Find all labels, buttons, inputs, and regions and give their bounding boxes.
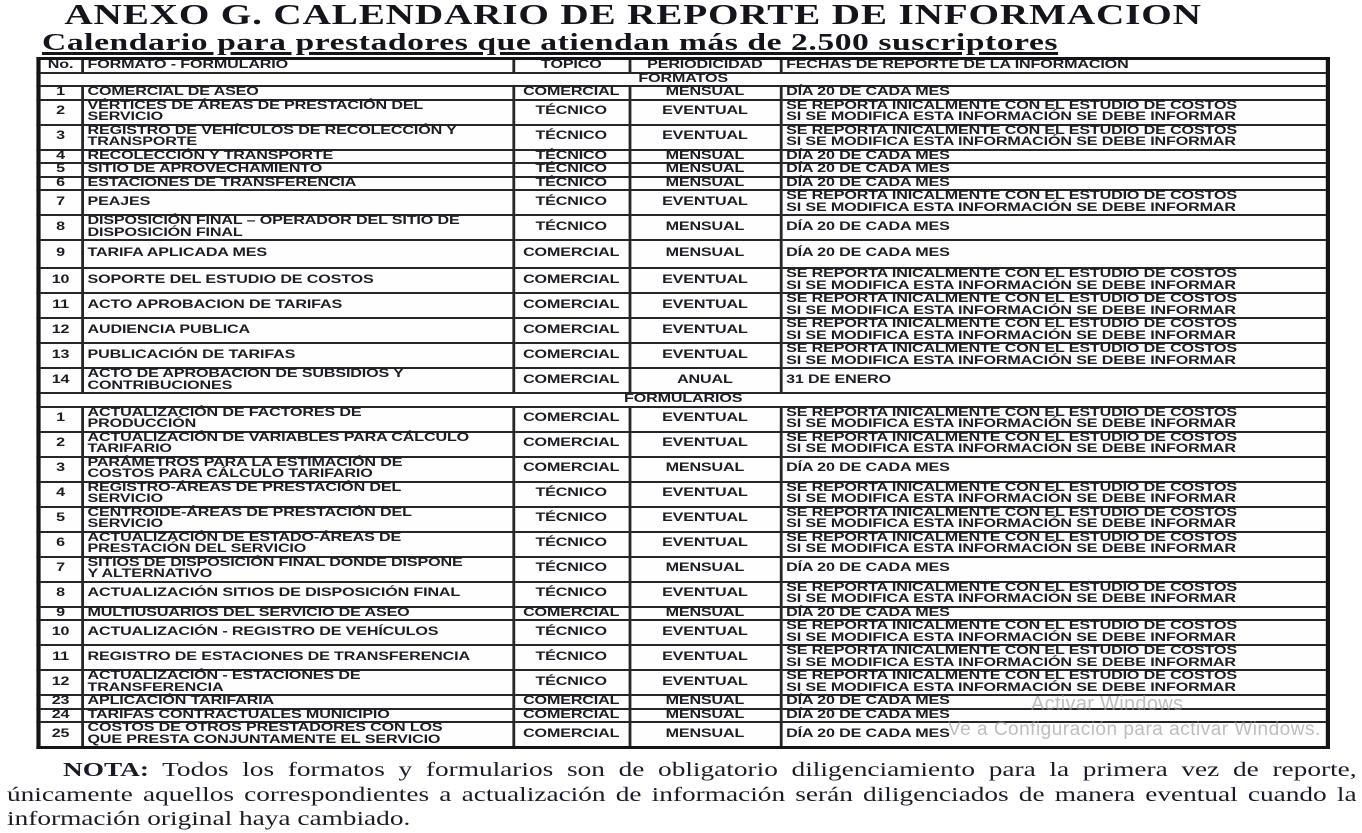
table-row [39, 293, 1328, 318]
table-row [39, 709, 1328, 723]
cell-fechas: DÍA 20 DE CADA MES [781, 240, 1328, 268]
cell-periodicidad: MENSUAL [629, 607, 780, 621]
cell-periodicidad: MENSUAL [629, 215, 780, 240]
cell-formato: ACTUALIZACIÓN - ESTACIONES DE TRANSFERENCIA [82, 670, 513, 695]
cell-formato: RECOLECCIÓN Y TRANSPORTE [82, 150, 513, 164]
watermark-line2: Ve a Configuración para activar Windows. [948, 719, 1321, 740]
cell-formato: ACTO APROBACION DE TARIFAS [82, 293, 513, 318]
cell-periodicidad: EVENTUAL [629, 582, 780, 607]
cell-topico: TÉCNICO [513, 620, 629, 645]
table-row [39, 215, 1328, 240]
cell-periodicidad: MENSUAL [629, 177, 780, 191]
cell-periodicidad: EVENTUAL [629, 620, 780, 645]
section-header-row [39, 393, 1328, 407]
cell-formato: PUBLICACIÓN DE TARIFAS [82, 343, 513, 368]
table-row [39, 582, 1328, 607]
cell-periodicidad: EVENTUAL [629, 268, 780, 293]
cell-fechas: SE REPORTA INICALMENTE CON EL ESTUDIO DE COSTOS SI SE MODIFICA ESTA INFORMACIÓN SE DEBE INFORMAR [781, 190, 1328, 215]
table-row [39, 670, 1328, 695]
cell-periodicidad: EVENTUAL [629, 432, 780, 457]
cell-periodicidad: EVENTUAL [629, 100, 780, 125]
cell-periodicidad: EVENTUAL [629, 190, 780, 215]
header-formato: FORMATO - FORMULARIO [82, 59, 513, 73]
cell-topico: COMERCIAL [513, 86, 629, 100]
table-header-row [39, 59, 1328, 73]
table-row [39, 86, 1328, 100]
cell-periodicidad: EVENTUAL [629, 343, 780, 368]
cell-fechas: SE REPORTA INICALMENTE CON EL ESTUDIO DE COSTOS SI SE MODIFICA ESTA INFORMACIÓN SE DEBE INFORMAR [781, 343, 1328, 368]
cell-no: 3 [39, 125, 82, 150]
header-no: No. [39, 59, 82, 73]
cell-topico: TÉCNICO [513, 645, 629, 670]
cell-no: 13 [39, 343, 82, 368]
section-header-label: FORMATOS [39, 73, 1328, 87]
cell-topico: TÉCNICO [513, 125, 629, 150]
cell-no: 5 [39, 507, 82, 532]
cell-no: 2 [39, 100, 82, 125]
cell-periodicidad: MENSUAL [629, 709, 780, 723]
cell-formato: APLICACIÓN TARIFARIA [82, 695, 513, 709]
table-section [39, 393, 1328, 748]
cell-fechas: 31 DE ENERO [781, 368, 1328, 393]
cell-periodicidad: MENSUAL [629, 695, 780, 709]
cell-topico: COMERCIAL [513, 343, 629, 368]
cell-formato: REGISTRO DE VEHÍCULOS DE RECOLECCIÓN Y TRANSPORTE [82, 125, 513, 150]
cell-fechas: SE REPORTA INICALMENTE CON EL ESTUDIO DE COSTOS SI SE MODIFICA ESTA INFORMACIÓN SE DEBE INFORMAR [781, 125, 1328, 150]
cell-periodicidad: EVENTUAL [629, 645, 780, 670]
cell-periodicidad: ANUAL [629, 368, 780, 393]
cell-periodicidad: EVENTUAL [629, 532, 780, 557]
cell-formato: AUDIENCIA PUBLICA [82, 318, 513, 343]
cell-formato: SITIOS DE DISPOSICIÓN FINAL DONDE DISPONE Y ALTERNATIVO [82, 557, 513, 582]
cell-topico: TÉCNICO [513, 150, 629, 164]
table-row [39, 532, 1328, 557]
cell-formato: TARIFA APLICADA MES [82, 240, 513, 268]
cell-formato: PARÁMETROS PARA LA ESTIMACIÓN DE COSTOS PARA CÁLCULO TARIFARIO [82, 457, 513, 482]
cell-no: 6 [39, 532, 82, 557]
cell-topico: COMERCIAL [513, 318, 629, 343]
cell-topico: TÉCNICO [513, 482, 629, 507]
table-row [39, 722, 1328, 748]
cell-no: 12 [39, 670, 82, 695]
cell-formato: ACTUALIZACIÓN - REGISTRO DE VEHÍCULOS [82, 620, 513, 645]
cell-topico: COMERCIAL [513, 268, 629, 293]
cell-topico: COMERCIAL [513, 607, 629, 621]
table-row [39, 557, 1328, 582]
cell-formato: ACTUALIZACIÓN SITIOS DE DISPOSICIÓN FINAL [82, 582, 513, 607]
table-row [39, 177, 1328, 191]
cell-fechas: SE REPORTA INICALMENTE CON EL ESTUDIO DE COSTOS SI SE MODIFICA ESTA INFORMACIÓN SE DEBE INFORMAR [781, 100, 1328, 125]
table-row [39, 318, 1328, 343]
cell-formato: CENTROIDE-ÁREAS DE PRESTACIÓN DEL SERVICIO [82, 507, 513, 532]
cell-topico: TÉCNICO [513, 100, 629, 125]
cell-formato: ESTACIONES DE TRANSFERENCIA [82, 177, 513, 191]
table-row [39, 407, 1328, 432]
cell-no: 7 [39, 557, 82, 582]
cell-formato: ACTO DE APROBACION DE SUBSIDIOS Y CONTRIBUCIONES [82, 368, 513, 393]
cell-fechas: SE REPORTA INICALMENTE CON EL ESTUDIO DE COSTOS SI SE MODIFICA ESTA INFORMACIÓN SE DEBE INFORMAR [781, 268, 1328, 293]
table-row [39, 368, 1328, 393]
cell-periodicidad: MENSUAL [629, 457, 780, 482]
cell-fechas: SE REPORTA INICALMENTE CON EL ESTUDIO DE COSTOS SI SE MODIFICA ESTA INFORMACIÓN SE DEBE INFORMAR [781, 407, 1328, 432]
table-row [39, 268, 1328, 293]
cell-fechas: SE REPORTA INICALMENTE CON EL ESTUDIO DE COSTOS SI SE MODIFICA ESTA INFORMACIÓN SE DEBE INFORMAR [781, 532, 1328, 557]
cell-formato: VÉRTICES DE ÁREAS DE PRESTACIÓN DEL SERVICIO [82, 100, 513, 125]
cell-no: 10 [39, 620, 82, 645]
cell-formato: PEAJES [82, 190, 513, 215]
cell-periodicidad: MENSUAL [629, 150, 780, 164]
cell-fechas: SE REPORTA INICALMENTE CON EL ESTUDIO DE COSTOS SI SE MODIFICA ESTA INFORMACIÓN SE DEBE INFORMAR [781, 582, 1328, 607]
cell-fechas: SE REPORTA INICALMENTE CON EL ESTUDIO DE COSTOS SI SE MODIFICA ESTA INFORMACIÓN SE DEBE INFORMAR [781, 432, 1328, 457]
cell-fechas: DÍA 20 DE CADA MES [781, 457, 1328, 482]
table-row [39, 457, 1328, 482]
cell-formato: REGISTRO DE ESTACIONES DE TRANSFERENCIA [82, 645, 513, 670]
cell-fechas: SE REPORTA INICALMENTE CON EL ESTUDIO DE COSTOS SI SE MODIFICA ESTA INFORMACIÓN SE DEBE INFORMAR [781, 318, 1328, 343]
table-row [39, 507, 1328, 532]
cell-topico: TÉCNICO [513, 507, 629, 532]
cell-fechas: DÍA 20 DE CADA MES [781, 177, 1328, 191]
table-row [39, 343, 1328, 368]
cell-topico: COMERCIAL [513, 709, 629, 723]
cell-no: 4 [39, 150, 82, 164]
cell-no: 1 [39, 407, 82, 432]
cell-periodicidad: MENSUAL [629, 86, 780, 100]
table-row [39, 482, 1328, 507]
document-subtitle: Calendario para prestadores que atiendan más de 2.500 suscriptores [42, 30, 1059, 56]
cell-fechas: SE REPORTA INICALMENTE CON EL ESTUDIO DE COSTOS SI SE MODIFICA ESTA INFORMACIÓN SE DEBE INFORMAR [781, 507, 1328, 532]
cell-no: 1 [39, 86, 82, 100]
cell-topico: TÉCNICO [513, 532, 629, 557]
cell-periodicidad: MENSUAL [629, 240, 780, 268]
cell-no: 9 [39, 607, 82, 621]
cell-periodicidad: EVENTUAL [629, 125, 780, 150]
document-title: ANEXO G. CALENDARIO DE REPORTE DE INFORMACION [64, 0, 1202, 31]
table-row [39, 432, 1328, 457]
cell-periodicidad: MENSUAL [629, 557, 780, 582]
cell-fechas: DÍA 20 DE CADA MES [781, 607, 1328, 621]
cell-periodicidad: EVENTUAL [629, 507, 780, 532]
cell-topico: TÉCNICO [513, 557, 629, 582]
cell-formato: TARIFAS CONTRACTUALES MUNICIPIO [82, 709, 513, 723]
cell-formato: SITIO DE APROVECHAMIENTO [82, 163, 513, 177]
report-calendar-table [36, 57, 1330, 749]
cell-no: 6 [39, 177, 82, 191]
header-topico: TÓPICO [513, 59, 629, 73]
cell-fechas: DÍA 20 DE CADA MES [781, 709, 1328, 723]
cell-no: 25 [39, 722, 82, 748]
cell-no: 14 [39, 368, 82, 393]
cell-no: 23 [39, 695, 82, 709]
cell-topico: COMERCIAL [513, 240, 629, 268]
cell-periodicidad: EVENTUAL [629, 318, 780, 343]
table-row [39, 240, 1328, 268]
cell-formato: ACTUALIZACIÓN DE ESTADO-ÁREAS DE PRESTACIÓN DEL SERVICIO [82, 532, 513, 557]
watermark-line1: Activar Windows [1031, 693, 1184, 715]
cell-no: 11 [39, 293, 82, 318]
cell-formato: MULTIUSUARIOS DEL SERVICIO DE ASEO [82, 607, 513, 621]
cell-no: 12 [39, 318, 82, 343]
table-row [39, 190, 1328, 215]
table-row [39, 125, 1328, 150]
cell-fechas: DÍA 20 DE CADA MES [781, 86, 1328, 100]
cell-no: 8 [39, 215, 82, 240]
table-row [39, 163, 1328, 177]
cell-periodicidad: MENSUAL [629, 722, 780, 748]
cell-formato: COSTOS DE OTROS PRESTADORES CON LOS QUE PRESTA CONJUNTAMENTE EL SERVICIO [82, 722, 513, 748]
cell-formato: ACTUALIZACIÓN DE FACTORES DE PRODUCCIÓN [82, 407, 513, 432]
table-row [39, 100, 1328, 125]
table-row [39, 607, 1328, 621]
cell-periodicidad: EVENTUAL [629, 407, 780, 432]
cell-no: 7 [39, 190, 82, 215]
note-text: Todos los formatos y formularios son de obligatorio diligenciamiento para la primera vez de reporte, únicamente aquellos correspondientes a actualización de información serán diligenciados de manera eventual cuando la información original haya cambiado. [7, 760, 1357, 830]
cell-topico: COMERCIAL [513, 695, 629, 709]
cell-periodicidad: EVENTUAL [629, 293, 780, 318]
cell-no: 8 [39, 582, 82, 607]
table-row [39, 150, 1328, 164]
cell-no: 11 [39, 645, 82, 670]
cell-formato: REGISTRO-ÁREAS DE PRESTACIÓN DEL SERVICIO [82, 482, 513, 507]
cell-fechas: SE REPORTA INICALMENTE CON EL ESTUDIO DE COSTOS SI SE MODIFICA ESTA INFORMACIÓN SE DEBE INFORMAR [781, 670, 1328, 695]
cell-topico: TÉCNICO [513, 582, 629, 607]
cell-topico: TÉCNICO [513, 177, 629, 191]
table-section [39, 73, 1328, 394]
header-fechas: FECHAS DE REPORTE DE LA INFORMACIÓN [781, 59, 1328, 73]
cell-fechas: SE REPORTA INICALMENTE CON EL ESTUDIO DE COSTOS SI SE MODIFICA ESTA INFORMACIÓN SE DEBE INFORMAR [781, 482, 1328, 507]
cell-periodicidad: EVENTUAL [629, 670, 780, 695]
cell-no: 24 [39, 709, 82, 723]
cell-no: 9 [39, 240, 82, 268]
cell-formato: DISPOSICIÓN FINAL – OPERADOR DEL SITIO DE DISPOSICIÓN FINAL [82, 215, 513, 240]
note-paragraph [7, 759, 1357, 833]
note-label: NOTA: [63, 760, 149, 781]
table-row [39, 645, 1328, 670]
cell-fechas: DÍA 20 DE CADA MES [781, 557, 1328, 582]
section-header-row [39, 73, 1328, 87]
table-row [39, 620, 1328, 645]
cell-topico: TÉCNICO [513, 670, 629, 695]
cell-fechas: DÍA 20 DE CADA MES [781, 150, 1328, 164]
cell-no: 10 [39, 268, 82, 293]
cell-fechas: DÍA 20 DE CADA MES [781, 163, 1328, 177]
cell-no: 2 [39, 432, 82, 457]
cell-no: 4 [39, 482, 82, 507]
cell-periodicidad: MENSUAL [629, 163, 780, 177]
cell-topico: COMERCIAL [513, 293, 629, 318]
cell-topico: TÉCNICO [513, 163, 629, 177]
cell-topico: COMERCIAL [513, 368, 629, 393]
cell-fechas: SE REPORTA INICALMENTE CON EL ESTUDIO DE COSTOS SI SE MODIFICA ESTA INFORMACIÓN SE DEBE INFORMAR [781, 620, 1328, 645]
cell-topico: COMERCIAL [513, 457, 629, 482]
header-periodicidad: PERIODICIDAD [629, 59, 780, 73]
cell-fechas: DÍA 20 DE CADA MES [781, 722, 1328, 748]
cell-topico: TÉCNICO [513, 190, 629, 215]
cell-topico: COMERCIAL [513, 407, 629, 432]
cell-formato: COMERCIAL DE ASEO [82, 86, 513, 100]
cell-topico: TÉCNICO [513, 215, 629, 240]
cell-formato: ACTUALIZACIÓN DE VARIABLES PARA CÁLCULO TARIFARIO [82, 432, 513, 457]
cell-topico: COMERCIAL [513, 432, 629, 457]
table-row [39, 695, 1328, 709]
cell-fechas: SE REPORTA INICALMENTE CON EL ESTUDIO DE COSTOS SI SE MODIFICA ESTA INFORMACIÓN SE DEBE INFORMAR [781, 293, 1328, 318]
cell-periodicidad: EVENTUAL [629, 482, 780, 507]
cell-no: 3 [39, 457, 82, 482]
section-header-label: FORMULARIOS [39, 393, 1328, 407]
cell-topico: COMERCIAL [513, 722, 629, 748]
cell-fechas: DÍA 20 DE CADA MES [781, 695, 1328, 709]
cell-fechas: SE REPORTA INICALMENTE CON EL ESTUDIO DE COSTOS SI SE MODIFICA ESTA INFORMACIÓN SE DEBE INFORMAR [781, 645, 1328, 670]
cell-formato: SOPORTE DEL ESTUDIO DE COSTOS [82, 268, 513, 293]
cell-fechas: DÍA 20 DE CADA MES [781, 215, 1328, 240]
cell-no: 5 [39, 163, 82, 177]
